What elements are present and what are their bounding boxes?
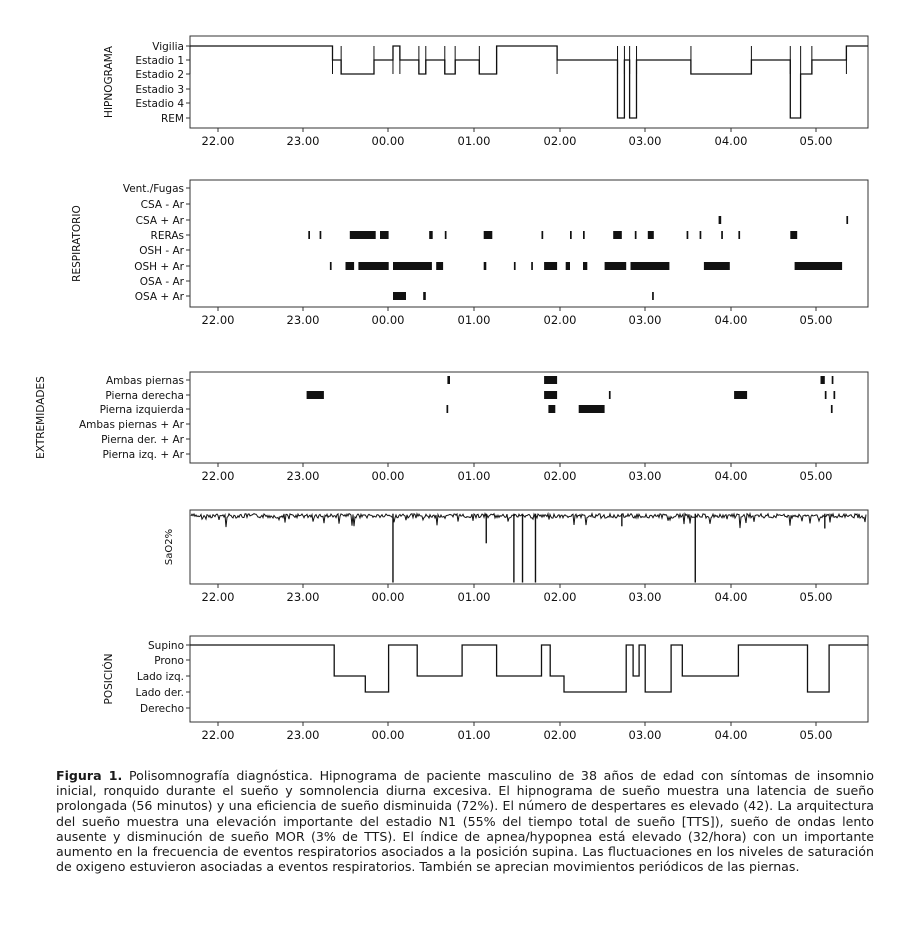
y-tick-label: REM xyxy=(161,113,184,125)
event-mark xyxy=(445,231,447,239)
y-tick-label: RERAs xyxy=(150,230,184,242)
x-tick-label: 00.00 xyxy=(371,728,405,742)
axis-title: EXTREMIDADES xyxy=(35,376,47,459)
event-mark xyxy=(350,231,376,239)
x-tick-label: 22.00 xyxy=(201,728,235,742)
event-mark xyxy=(583,262,587,270)
y-tick-label: Lado der. xyxy=(135,687,184,699)
panel-sao2- xyxy=(164,510,868,604)
x-tick-label: 23.00 xyxy=(286,313,320,327)
x-tick-label: 04.00 xyxy=(714,590,748,604)
plot-frame xyxy=(190,36,868,128)
event-mark xyxy=(380,231,389,239)
x-tick-label: 23.00 xyxy=(286,134,320,148)
event-mark xyxy=(613,231,622,239)
x-tick-label: 01.00 xyxy=(457,728,491,742)
event-mark xyxy=(635,231,637,239)
event-mark xyxy=(346,262,355,270)
y-tick-label: Pierna izq. + Ar xyxy=(102,449,184,461)
event-mark xyxy=(734,391,747,399)
event-mark xyxy=(330,262,332,270)
x-tick-label: 01.00 xyxy=(457,313,491,327)
event-mark xyxy=(484,231,493,239)
event-mark xyxy=(583,231,585,239)
figure-caption xyxy=(56,768,874,874)
panel-respiratorio xyxy=(71,180,868,327)
event-mark xyxy=(687,231,689,239)
x-tick-label: 04.00 xyxy=(714,728,748,742)
event-mark xyxy=(652,292,654,300)
y-tick-label: Vent./Fugas xyxy=(122,183,184,195)
event-mark xyxy=(821,376,825,384)
x-tick-label: 00.00 xyxy=(371,469,405,483)
event-mark xyxy=(542,231,544,239)
axis-title: POSICIÓN xyxy=(103,653,115,705)
event-mark xyxy=(648,231,654,239)
event-mark xyxy=(795,262,843,270)
y-tick-label: Derecho xyxy=(140,703,184,715)
caption-text: Polisomnografía diagnóstica. Hipnograma de paciente masculino de 38 años de edad con síntomas de insomnio inicial, ronquido durante el sueño y somnolencia diurna excesiva. El hipnograma de sueño muestra una latencia de sueño prolongada (56 minutos) y una eficiencia de sueño disminuida (72%). El número de despertares es elevado (42). La arquitectura del sueño muestra una elevación importante del estadio N1 (55% del tiempo total de sueño [TTS]), sueño de ondas lento ausente y disminución de sueño MOR (3% de TTS). El índice de apnea/hypopnea está elevado (32/hora) con un importante aumento en la frecuencia de eventos respiratorios asociados a la posición supina. Las fluctuaciones en los niveles de saturación de oxigeno estuvieron asociadas a eventos respiratorios. También se aprecian movimientos periódicos de las piernas. xyxy=(56,768,874,875)
y-tick-label: Lado izq. xyxy=(136,671,184,683)
event-mark xyxy=(436,262,443,270)
x-tick-label: 01.00 xyxy=(457,590,491,604)
event-mark xyxy=(320,231,322,239)
x-tick-label: 03.00 xyxy=(628,134,662,148)
y-tick-label: Estadio 3 xyxy=(135,84,184,96)
step-series xyxy=(190,46,868,118)
y-tick-label: Pierna izquierda xyxy=(99,404,184,416)
event-mark xyxy=(308,231,310,239)
event-mark xyxy=(579,405,605,413)
x-tick-label: 03.00 xyxy=(628,313,662,327)
axis-title: RESPIRATORIO xyxy=(71,205,83,282)
event-mark xyxy=(393,262,432,270)
panel-hipnograma xyxy=(103,36,868,148)
x-tick-label: 05.00 xyxy=(799,134,833,148)
event-mark xyxy=(700,231,702,239)
event-mark xyxy=(548,405,555,413)
x-tick-label: 03.00 xyxy=(628,728,662,742)
x-tick-label: 22.00 xyxy=(201,313,235,327)
x-tick-label: 23.00 xyxy=(286,728,320,742)
y-tick-label: Ambas piernas + Ar xyxy=(78,419,184,431)
event-mark xyxy=(605,262,627,270)
x-tick-label: 03.00 xyxy=(628,469,662,483)
event-mark xyxy=(631,262,670,270)
event-mark xyxy=(719,216,722,224)
x-tick-label: 22.00 xyxy=(201,590,235,604)
x-tick-label: 02.00 xyxy=(543,590,577,604)
x-tick-label: 02.00 xyxy=(543,313,577,327)
y-tick-label: Vigilia xyxy=(152,41,184,53)
y-tick-label: Prono xyxy=(154,655,184,667)
event-mark xyxy=(514,262,516,270)
plot-frame xyxy=(190,636,868,722)
x-tick-label: 00.00 xyxy=(371,313,405,327)
x-tick-label: 01.00 xyxy=(457,134,491,148)
panel-posici-n xyxy=(102,636,868,742)
event-mark xyxy=(484,262,487,270)
event-mark xyxy=(846,216,848,224)
plot-frame xyxy=(190,372,868,463)
x-tick-label: 04.00 xyxy=(714,313,748,327)
y-tick-label: CSA + Ar xyxy=(135,215,184,227)
x-tick-label: 22.00 xyxy=(201,469,235,483)
event-mark xyxy=(544,262,557,270)
y-tick-label: OSA - Ar xyxy=(139,276,184,288)
event-mark xyxy=(544,391,557,399)
event-mark xyxy=(307,391,324,399)
event-mark xyxy=(447,376,450,384)
event-mark xyxy=(531,262,533,270)
y-tick-label: Pierna der. + Ar xyxy=(101,434,184,446)
event-mark xyxy=(423,292,426,300)
event-mark xyxy=(790,231,797,239)
y-tick-label: Estadio 1 xyxy=(135,55,184,67)
x-tick-label: 05.00 xyxy=(799,728,833,742)
x-tick-label: 23.00 xyxy=(286,590,320,604)
x-tick-label: 00.00 xyxy=(371,134,405,148)
caption-label: Figura 1. xyxy=(56,768,123,783)
x-tick-label: 02.00 xyxy=(543,134,577,148)
step-series xyxy=(190,645,868,692)
y-tick-label: OSH + Ar xyxy=(134,261,184,273)
event-mark xyxy=(704,262,730,270)
y-tick-label: OSA + Ar xyxy=(134,291,184,303)
x-tick-label: 01.00 xyxy=(457,469,491,483)
x-tick-label: 02.00 xyxy=(543,469,577,483)
y-tick-label: Pierna derecha xyxy=(105,390,184,402)
x-tick-label: 05.00 xyxy=(799,313,833,327)
event-mark xyxy=(447,405,449,413)
y-tick-label: CSA - Ar xyxy=(140,199,184,211)
x-tick-label: 04.00 xyxy=(714,469,748,483)
x-tick-label: 04.00 xyxy=(714,134,748,148)
event-mark xyxy=(566,262,570,270)
panel-extremidades xyxy=(35,372,868,483)
x-tick-label: 03.00 xyxy=(628,590,662,604)
event-mark xyxy=(832,376,834,384)
plot-frame xyxy=(190,510,868,584)
x-tick-label: 22.00 xyxy=(201,134,235,148)
event-mark xyxy=(721,231,723,239)
y-tick-label: Supino xyxy=(148,640,184,652)
axis-title: SaO2% xyxy=(164,528,175,566)
event-mark xyxy=(831,405,833,413)
x-tick-label: 05.00 xyxy=(799,469,833,483)
y-tick-label: Estadio 4 xyxy=(135,98,184,110)
event-mark xyxy=(393,292,406,300)
axis-title: HIPNOGRAMA xyxy=(103,46,115,118)
event-mark xyxy=(738,231,740,239)
event-mark xyxy=(358,262,380,270)
event-mark xyxy=(570,231,572,239)
x-tick-label: 05.00 xyxy=(799,590,833,604)
event-mark xyxy=(429,231,433,239)
x-tick-label: 23.00 xyxy=(286,469,320,483)
y-tick-label: Estadio 2 xyxy=(135,69,184,81)
event-mark xyxy=(825,391,827,399)
x-tick-label: 02.00 xyxy=(543,728,577,742)
sao2-series xyxy=(191,514,866,528)
plot-frame xyxy=(190,180,868,307)
y-tick-label: Ambas piernas xyxy=(105,375,184,387)
y-tick-label: OSH - Ar xyxy=(139,245,184,257)
event-mark xyxy=(609,391,611,399)
x-tick-label: 00.00 xyxy=(371,590,405,604)
event-mark xyxy=(834,391,836,399)
event-mark xyxy=(544,376,557,384)
